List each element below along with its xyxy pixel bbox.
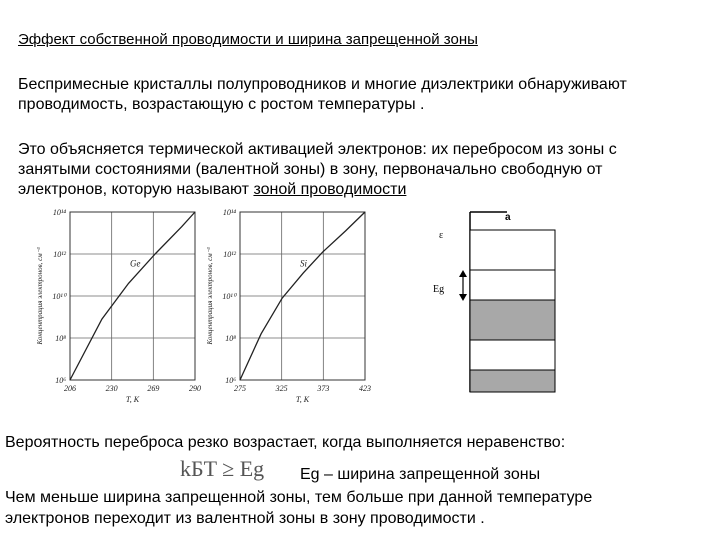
si-ytick-2: 10¹⁰ xyxy=(222,292,236,301)
si-xtick-0: 275 xyxy=(234,384,246,393)
band-1 xyxy=(470,270,555,300)
formula: kБT ≥ Eg xyxy=(180,456,265,481)
page-title: Эффект собственной проводимости и ширина запрещенной зоны xyxy=(18,31,478,48)
band-label-eg: Eg xyxy=(433,284,445,295)
ge-xlabel: T, K xyxy=(125,395,140,404)
paragraph-2-line-1: Это объясняется термической активацией электронов: их переброcом из зоны с xyxy=(18,141,617,158)
si-ylabel: Концентрация электронов, см⁻³ xyxy=(206,247,214,345)
si-ytick-3: 10⁸ xyxy=(225,334,236,343)
band-gap-arrow-head-top xyxy=(459,270,467,277)
band-3 xyxy=(470,340,555,370)
paragraph-1-line-2: проводимость, возрастающую с ростом температуры . xyxy=(18,96,425,113)
paragraph-2-line-3-text: электронов, которую называют xyxy=(18,181,254,198)
ge-xtick-2: 269 xyxy=(147,384,160,393)
si-xtick-1: 325 xyxy=(275,384,288,393)
si-xtick-2: 373 xyxy=(317,384,330,393)
si-curve-label: Si xyxy=(300,258,308,269)
band-0 xyxy=(470,230,555,270)
ge-ytick-0: 10¹⁴ xyxy=(52,208,66,217)
si-xtick-3: 423 xyxy=(359,384,371,393)
band-label-e: ε xyxy=(439,230,444,241)
gap-definition: Eg – ширина запрещенной зоны xyxy=(300,466,541,483)
conduction-band-term: зоной проводимости xyxy=(253,181,407,198)
ge-ytick-2: 10¹⁰ xyxy=(52,292,66,301)
paragraph-2-line-2: занятыми состояниями (валентной зоны) в зону, первоначально свободную от xyxy=(18,161,603,178)
band-label-a: a xyxy=(505,212,511,223)
ge-xtick-3: 290 xyxy=(189,384,201,393)
conclusion-line-2: электронов переходит из валентной зоны в зону проводимости . xyxy=(5,510,485,527)
band-gap-arrow-head-bottom xyxy=(459,294,467,301)
si-ytick-4: 10⁶ xyxy=(225,376,236,385)
band-diagram xyxy=(425,200,575,410)
ge-xtick-0: 206 xyxy=(64,384,76,393)
ge-curve-label: Ge xyxy=(130,258,141,269)
paragraph-1-line-1: Беспримесные кристаллы полупроводников и многие диэлектрики обнаруживают xyxy=(18,76,627,93)
probability-line: Вероятность переброса резко возрастает, когда выполняется неравенство: xyxy=(5,434,566,451)
ge-ytick-1: 10¹² xyxy=(53,250,66,259)
si-ytick-1: 10¹² xyxy=(223,250,236,259)
si-xlabel: T, K xyxy=(295,395,310,404)
band-2 xyxy=(470,300,555,340)
ge-ylabel: Концентрация электронов, см⁻³ xyxy=(36,247,44,345)
ge-xtick-1: 230 xyxy=(105,384,118,393)
ge-ytick-3: 10⁸ xyxy=(55,334,66,343)
band-4 xyxy=(470,370,555,392)
paragraph-2-line-3 xyxy=(18,180,406,200)
ge-ytick-4: 10⁶ xyxy=(55,376,66,385)
si-concentration-chart xyxy=(200,200,380,410)
si-ytick-0: 10¹⁴ xyxy=(222,208,236,217)
conclusion-line-1: Чем меньше ширина запрещенной зоны, тем больше при данной температуре xyxy=(5,489,593,506)
ge-concentration-chart xyxy=(30,200,210,410)
